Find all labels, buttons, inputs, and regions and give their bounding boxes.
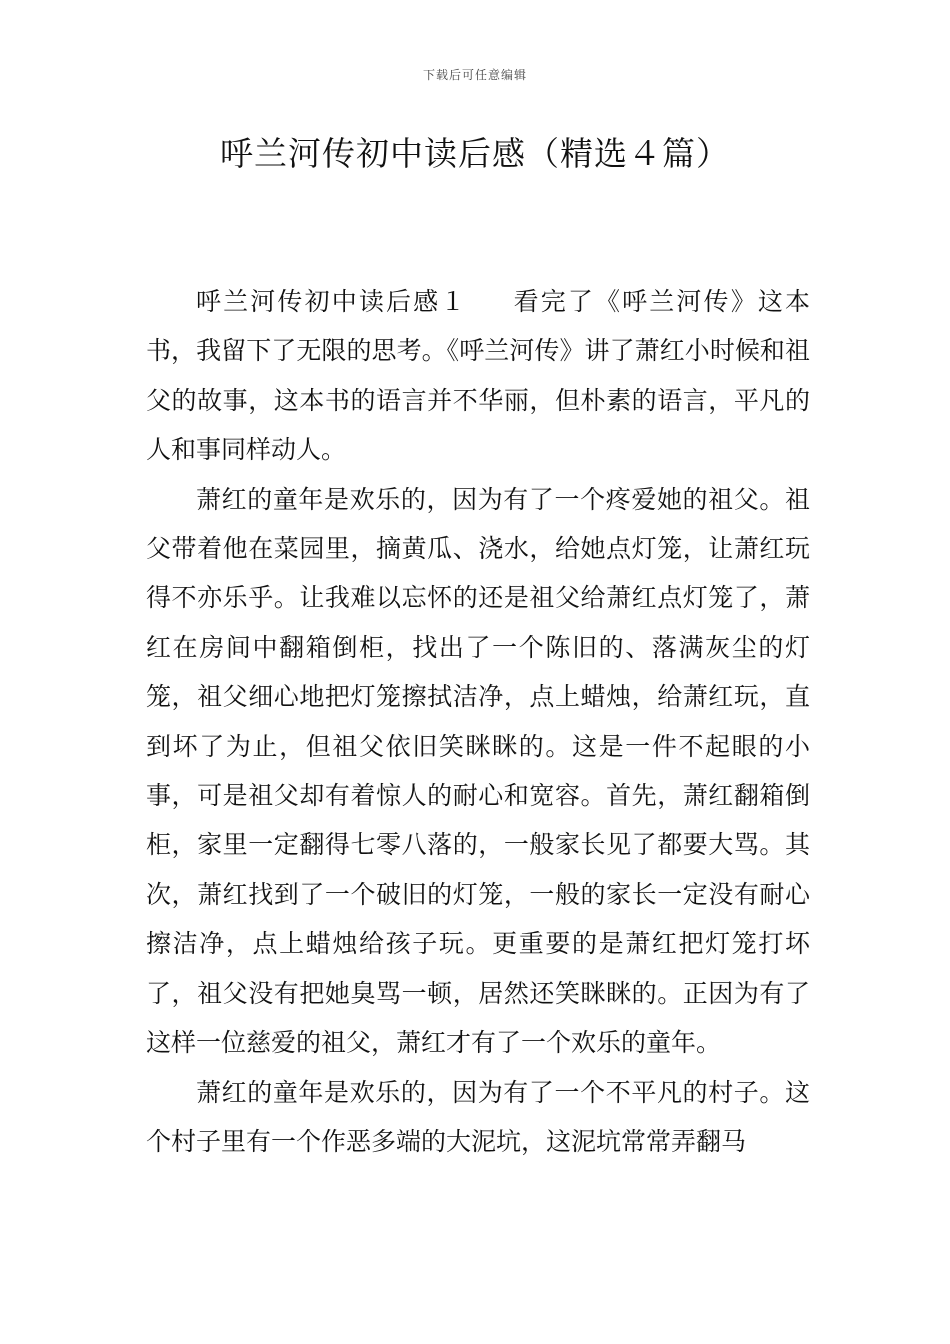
paragraph-3 (146, 1068, 810, 1167)
paragraph-2-text: 萧红的童年是欢乐的，因为有了一个疼爱她的祖父。祖父带着他在菜园里，摘黄瓜、浇水，给她点灯笼，让萧红玩得不亦乐乎。让我难以忘怀的还是祖父给萧红点灯笼了，萧红在房间中翻箱倒柜，找出了一个陈旧的、落满灰尘的灯笼，祖父细心地把灯笼擦拭洁净，点上蜡烛，给萧红玩，直到坏了为止，但祖父依旧笑眯眯的。这是一件不起眼的小事，可是祖父却有着惊人的耐心和宽容。首先，萧红翻箱倒柜，家里一定翻得七零八落的，一般家长见了都要大骂。其次，萧红找到了一个破旧的灯笼，一般的家长一定没有耐心擦洁净，点上蜡烛给孩子玩。更重要的是萧红把灯笼打坏了，祖父没有把她臭骂一顿，居然还笑眯眯的。正因为有了这样一位慈爱的祖父，萧红才有了一个欢乐的童年。 (146, 484, 810, 1058)
header-note: 下载后可任意编辑 (422, 68, 527, 82)
document-body (146, 277, 810, 1166)
paragraph-3-text: 萧红的童年是欢乐的，因为有了一个不平凡的村子。这个村子里有一个作恶多端的大泥坑，这泥坑常常弄翻马 (146, 1077, 810, 1156)
document-title: 呼兰河传初中读后感（精选４篇） (220, 134, 730, 173)
paragraph-1-text: 看完了《呼兰河传》这本书，我留下了无限的思考。《呼兰河传》讲了萧红小时候和祖父的故事，这本书的语言并不华丽，但朴素的语言，平凡的人和事同样动人。 (146, 287, 810, 465)
paragraph-2 (146, 475, 810, 1068)
paragraph-1 (146, 277, 810, 475)
paragraph-1-lead: 呼兰河传初中读后感１ (196, 287, 468, 316)
